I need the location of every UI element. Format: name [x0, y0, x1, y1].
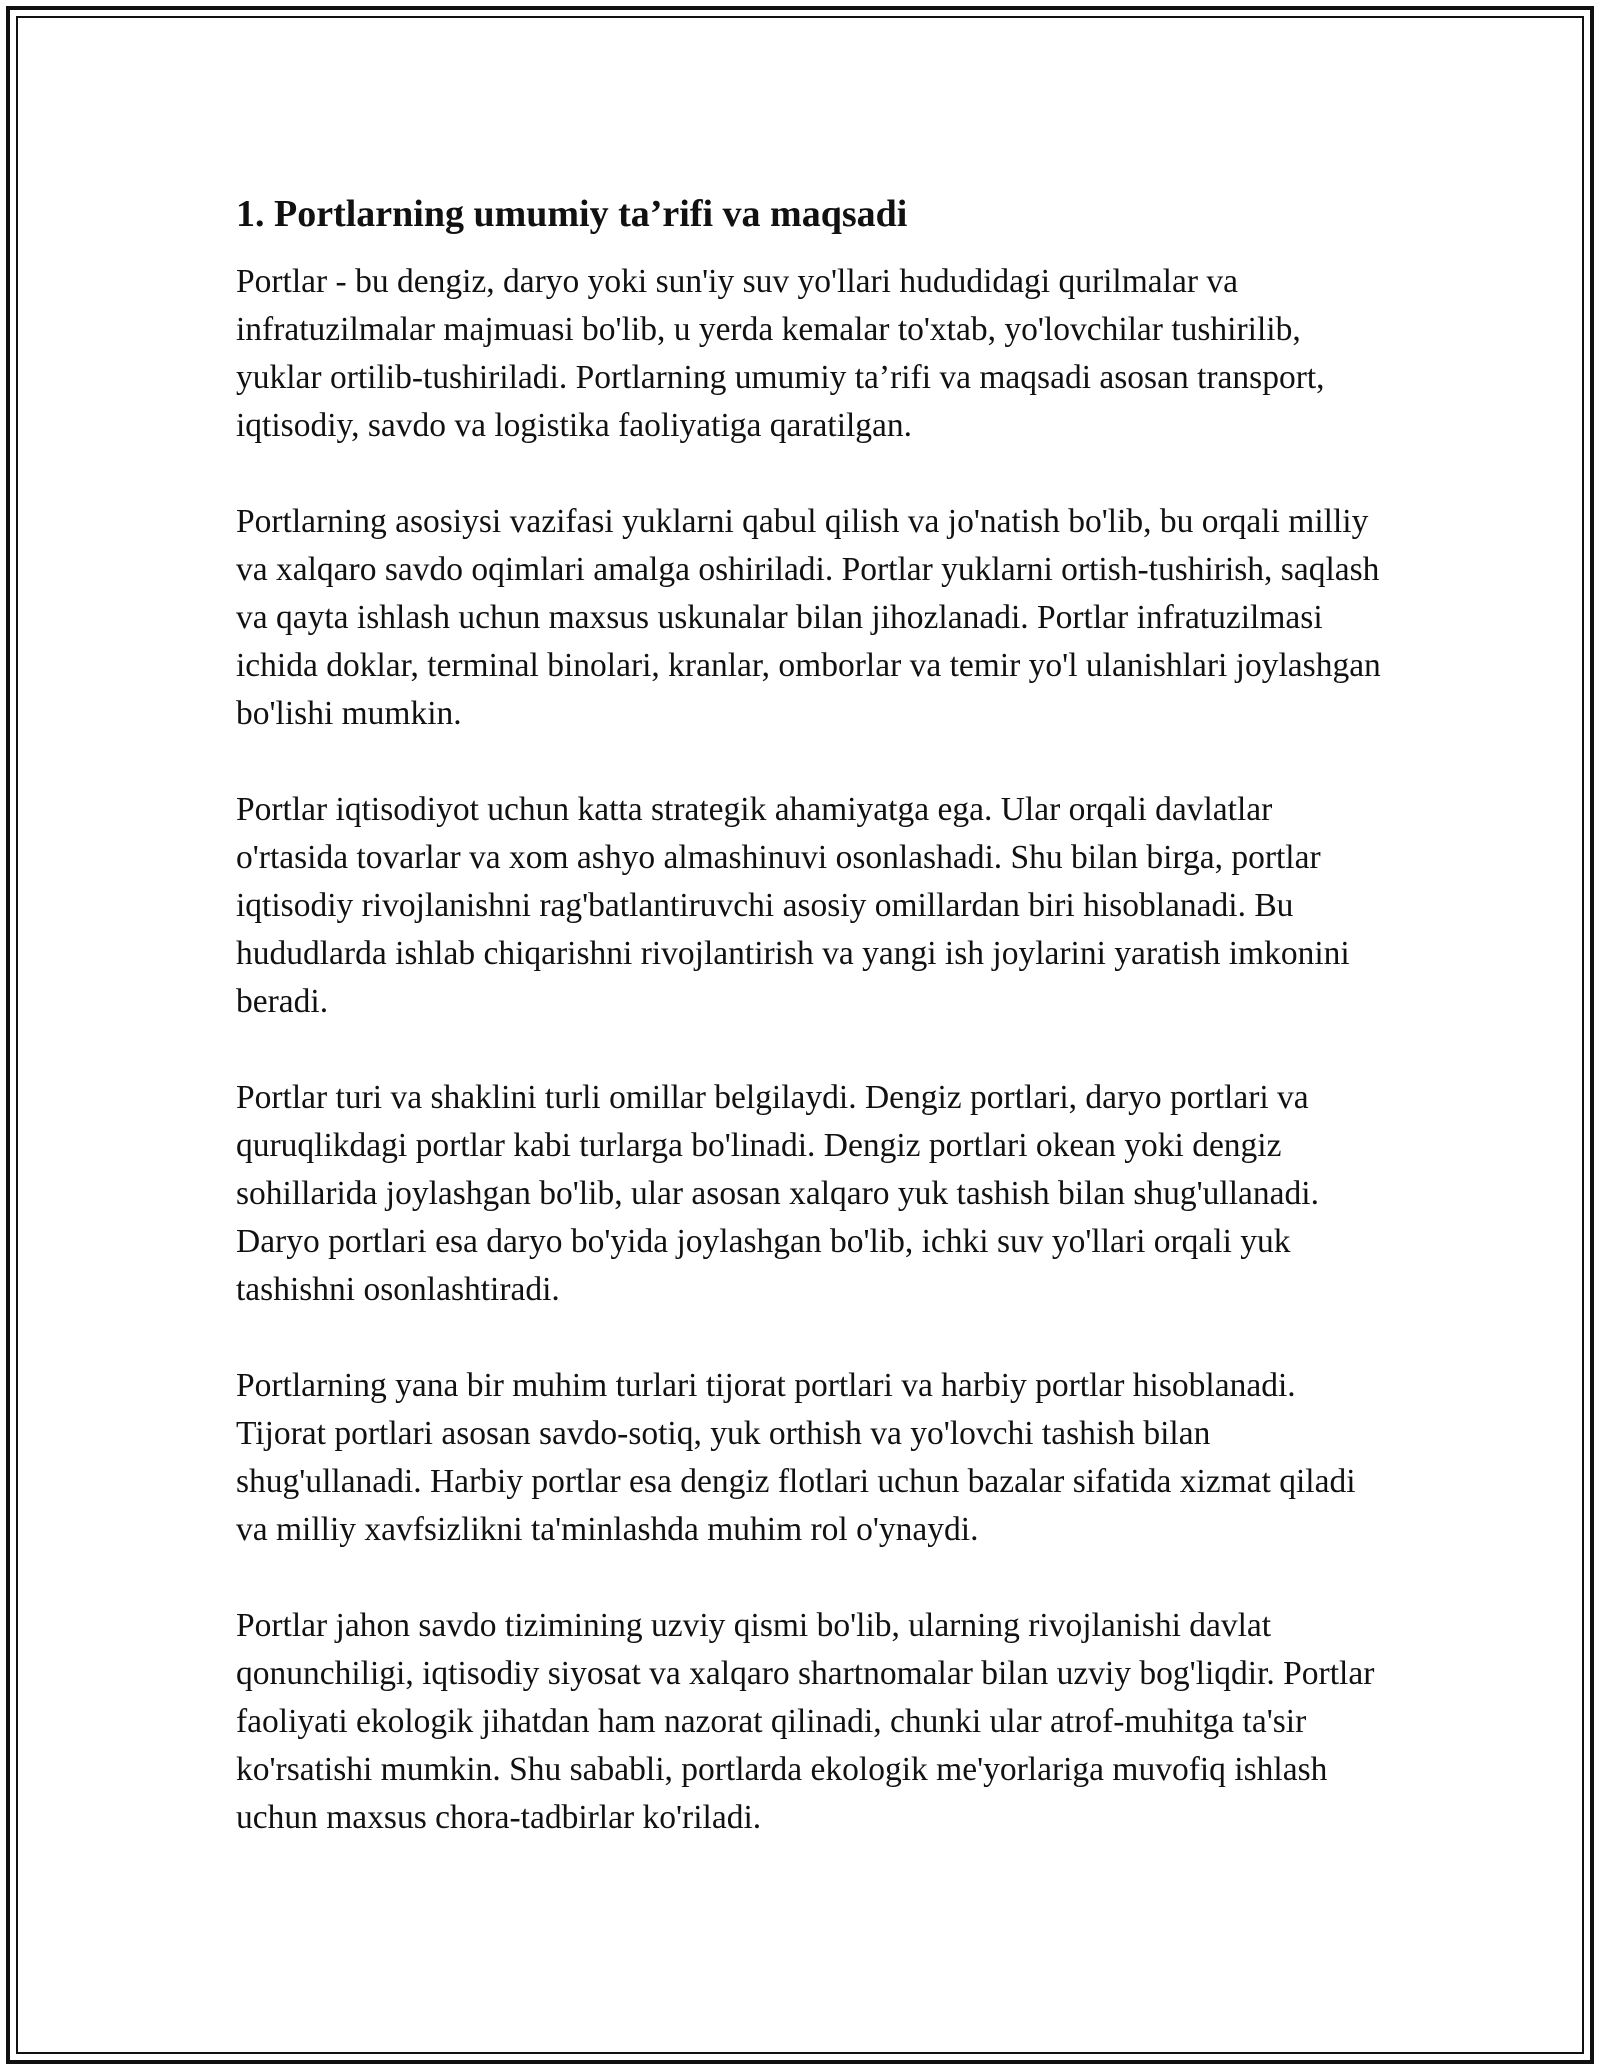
paragraph-6: Portlar jahon savdo tizimining uzviy qismi bo'lib, ularning rivojlanishi davlat qonunchiligi, iqtisodiy siyosat va xalqaro shartnomalar bilan uzviy bog'liqdir. Portlar faoliyati ekologik jihatdan ham nazorat qilinadi, chunki ular atrof-muhitga ta'sir ko'rsatishi mumkin. Shu sababli, portlarda ekologik me'yorlariga muvofiq ishlash uchun maxsus chora-tadbirlar ko'riladi. [236, 1607, 1375, 1836]
section-heading: 1. Portlarning umumiy ta’rifi va maqsadi [236, 193, 908, 235]
paragraph-1: Portlar - bu dengiz, daryo yoki sun'iy suv yo'llari hududidagi qurilmalar va infratuzilmalar majmuasi bo'lib, u yerda kemalar to'xtab, yo'lovchilar tushirilib, yuklar ortilib-tushiriladi. Portlarning umumiy ta’rifi va maqsadi asosan transport, iqtisodiy, savdo va logistika faoliyatiga qaratilgan. [236, 263, 1325, 444]
paragraph-5: Portlarning yana bir muhim turlari tijorat portlari va harbiy portlar hisoblanadi. Tijorat portlari asosan savdo-sotiq, yuk orthish va yo'lovchi tashish bilan shug'ullanadi. Harbiy portlar esa dengiz flotlari uchun bazalar sifatida xizmat qiladi va milliy xavfsizlikni ta'minlashda muhim rol o'ynaydi. [236, 1367, 1356, 1548]
paragraph-4: Portlar turi va shaklini turli omillar belgilaydi. Dengiz portlari, daryo portlari va quruqlikdagi portlar kabi turlarga bo'linadi. Dengiz portlari okean yoki dengiz sohillarida joylashgan bo'lib, ular asosan xalqaro yuk tashish bilan shug'ullanadi. Daryo portlari esa daryo bo'yida joylashgan bo'lib, ichki suv yo'llari orqali yuk tashishni osonlashtiradi. [236, 1079, 1319, 1308]
document-body [236, 186, 1381, 1842]
paragraph-3: Portlar iqtisodiyot uchun katta strategik ahamiyatga ega. Ular orqali davlatlar o'rtasida tovarlar va xom ashyo almashinuvi osonlashadi. Shu bilan birga, portlar iqtisodiy rivojlanishni rag'batlantiruvchi asosiy omillardan biri hisoblanadi. Bu hududlarda ishlab chiqarishni rivojlantirish va yangi ish joylarini yaratish imkonini beradi. [236, 791, 1350, 1020]
paragraph-2: Portlarning asosiysi vazifasi yuklarni qabul qilish va jo'natish bo'lib, bu orqali milliy va xalqaro savdo oqimlari amalga oshiriladi. Portlar yuklarni ortish-tushirish, saqlash va qayta ishlash uchun maxsus uskunalar bilan jihozlanadi. Portlar infratuzilmasi ichida doklar, terminal binolari, kranlar, omborlar va temir yo'l ulanishlari joylashgan bo'lishi mumkin. [236, 503, 1381, 732]
